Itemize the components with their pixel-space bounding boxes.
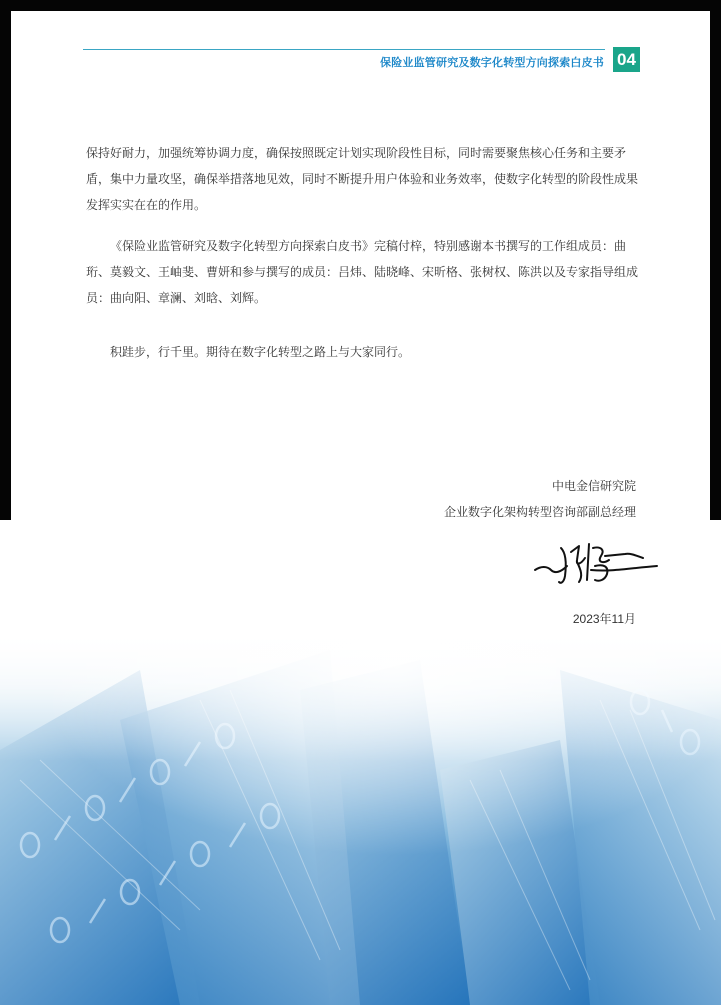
signoff-organization: 中电金信研究院	[551, 479, 636, 493]
header-rule	[83, 49, 605, 50]
closing-paragraph: 积跬步，行千里。期待在数字化转型之路上与大家同行。	[110, 345, 411, 359]
body-paragraph: 保持好耐力，加强统筹协调力度，确保按照既定计划实现阶段性目标，同时需要聚焦核心任务和主要矛盾，集中力量攻坚，确保举措落地见效，同时不断提升用户体验和业务效率，使数字化转型的阶段性成果发挥实实在在的作用。	[86, 146, 639, 212]
signoff-date: 2023年11月	[572, 612, 636, 626]
running-header-title: 保险业监管研究及数字化转型方向探索白皮书	[380, 56, 604, 69]
city-skyline-background-image	[0, 630, 721, 1005]
acknowledgement-paragraph: 《保险业监管研究及数字化转型方向探索白皮书》完稿付梓，特别感谢本书撰写的工作组成员：曲珩、莫毅文、王岫斐、曹妍和参与撰写的成员：吕炜、陆晓峰、宋昕格、张树权、陈洪以及专家指导组成员：曲向阳、章澜、刘晗、刘辉。	[86, 239, 639, 305]
handwritten-signature	[531, 536, 661, 592]
page-number-badge: 04	[613, 47, 640, 72]
signoff-role: 企业数字化架构转型咨询部副总经理	[443, 505, 636, 519]
